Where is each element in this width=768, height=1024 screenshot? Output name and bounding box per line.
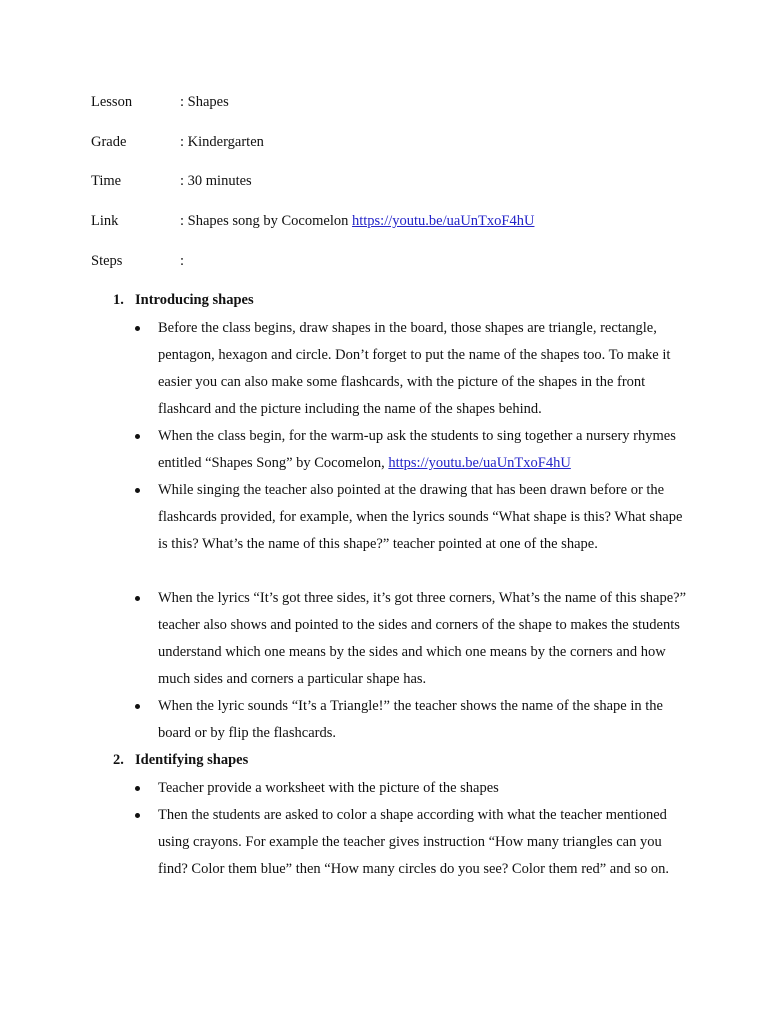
bullet-icon — [135, 488, 140, 493]
meta-key: Time — [91, 173, 122, 189]
video-link[interactable]: https://youtu.be/uaUnTxoF4hU — [351, 213, 535, 229]
list-item — [158, 477, 688, 558]
section-title-text: Introducing shapes — [135, 292, 254, 308]
list-item — [158, 315, 688, 423]
list-item — [158, 585, 688, 693]
bullet-icon — [135, 434, 140, 439]
list-item-text: Then the students are asked to color a shape according with what the teacher mentioned using crayons. For example the teacher gives instruction “How many triangles can you find? Color them blue” then “How many circles do you see? Color them red” and so on. — [158, 807, 669, 877]
list-item-text — [158, 423, 688, 477]
section-number: 2. — [113, 752, 124, 768]
bullet-icon — [135, 786, 140, 791]
meta-value — [180, 211, 534, 231]
list-item — [158, 775, 688, 802]
meta-key: Steps — [91, 253, 123, 269]
meta-value: : — [180, 253, 185, 269]
list-item-text: When the lyric sounds “It’s a Triangle!” the teacher shows the name of the shape in the board or by flip the flashcards. — [158, 698, 663, 741]
list-item-text-part: When the class begin, for the warm-up ask the students to sing together a nursery rhymes entitled “Shapes Song” by Cocomelon, — [158, 428, 676, 471]
section-title-text: Identifying shapes — [135, 752, 249, 768]
list-item — [158, 693, 688, 747]
bullet-icon — [135, 326, 140, 331]
video-link[interactable]: https://youtu.be/uaUnTxoF4hU — [388, 455, 571, 471]
meta-key: Lesson — [91, 94, 133, 110]
meta-value: : Kindergarten — [180, 134, 264, 150]
section-title-introducing-shapes — [113, 290, 254, 310]
meta-value: : 30 minutes — [180, 173, 252, 189]
meta-key: Grade — [91, 134, 127, 150]
section-number: 1. — [113, 292, 124, 308]
list-item — [158, 802, 688, 883]
list-item-text: When the lyrics “It’s got three sides, it’s got three corners, What’s the name of this shape?” teacher also shows and pointed to the sides and corners of the shape to makes the students understand which one means by the sides and which one means by the corners and how much sides and corners a particular shape has. — [158, 590, 687, 687]
meta-value-text: : Shapes song by Cocomelon — [180, 213, 352, 229]
section-title-identifying-shapes — [113, 750, 248, 770]
bullet-icon — [135, 704, 140, 709]
bullet-icon — [135, 813, 140, 818]
list-item-text: Teacher provide a worksheet with the picture of the shapes — [158, 780, 499, 796]
meta-key: Link — [91, 213, 119, 229]
list-item-text: While singing the teacher also pointed at the drawing that has been drawn before or the flashcards provided, for example, when the lyrics sounds “What shape is this? What shape is this? What’s the name of this shape?” teacher pointed at one of the shape. — [158, 482, 683, 552]
bullet-icon — [135, 596, 140, 601]
meta-value: : Shapes — [180, 94, 229, 110]
list-item-text: Before the class begins, draw shapes in the board, those shapes are triangle, rectangle, pentagon, hexagon and circle. Don’t forget to put the name of the shapes too. To make it easier you can also make some flashcards, with the picture of the shapes in the front flashcard and the picture including the name of the shapes behind. — [158, 320, 671, 417]
list-item — [158, 423, 688, 477]
